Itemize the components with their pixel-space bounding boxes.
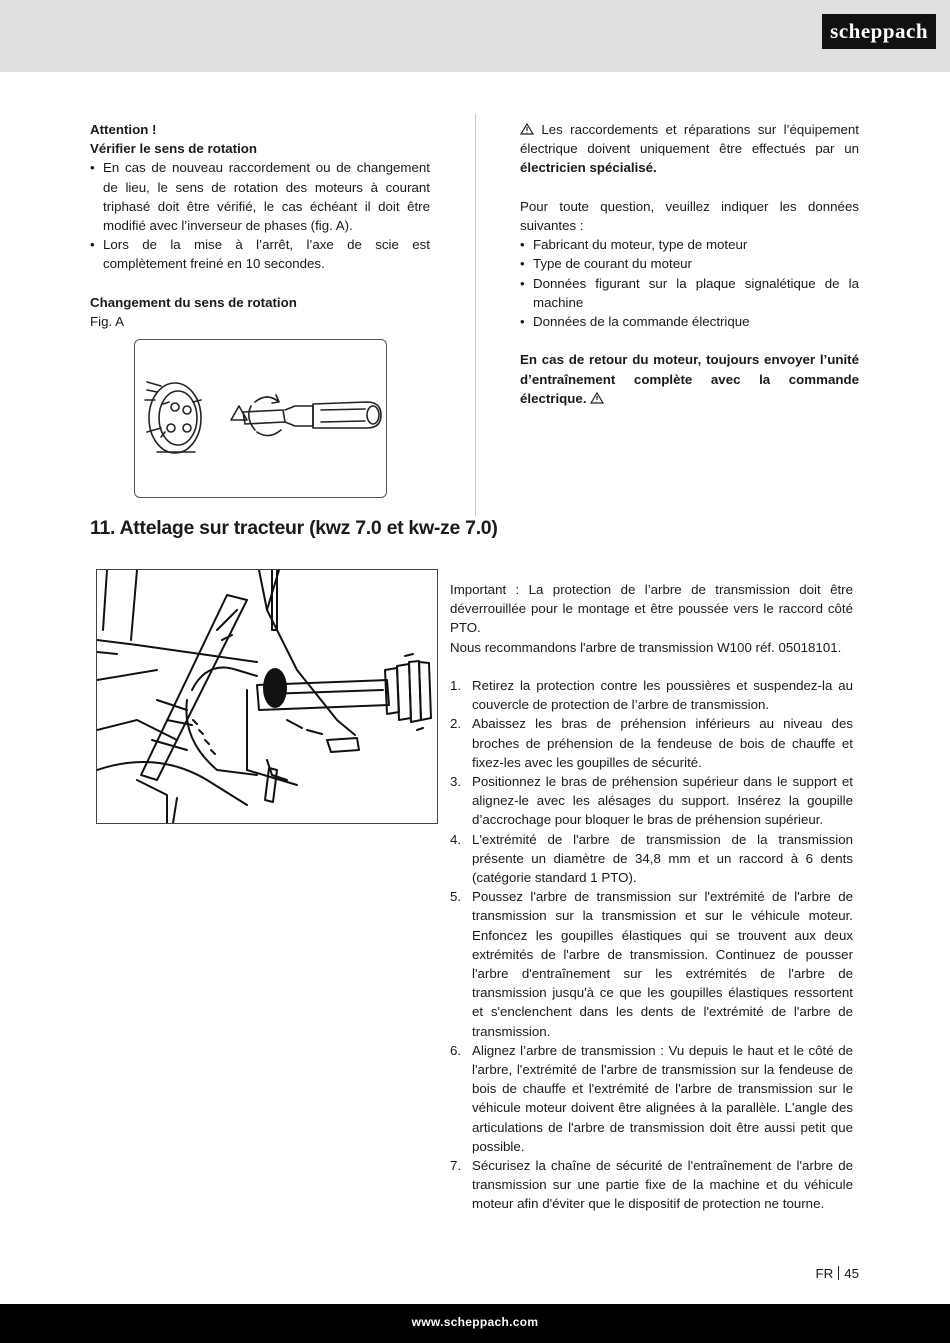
step-item: 4. L'extrémité de l'arbre de transmission de la transmission présente un diamètre de 34,8 mm et un raccord à 6 dents (catégorie standard 1 PTO). bbox=[450, 831, 853, 886]
recommendation: Nous recommandons l'arbre de transmission W100 réf. 05018101. bbox=[450, 639, 842, 655]
figure-a-phase-inverter bbox=[134, 339, 387, 498]
language-code: FR bbox=[815, 1266, 834, 1281]
bullet-item: • Lors de la mise à l’arrêt, l’axe de scie est complètement freiné en 10 secondes. bbox=[90, 235, 430, 273]
screwdriver-illustration bbox=[135, 340, 386, 497]
required-data-list bbox=[520, 235, 859, 331]
left-column bbox=[90, 120, 430, 331]
step-item: 1. Retirez la protection contre les poussières et suspendez-la au couvercle de protection de l’arbre de transmission. bbox=[450, 678, 853, 713]
return-note: En cas de retour du moteur, toujours envoyer l’unité d’entraînement complète avec la commande électrique. bbox=[520, 352, 859, 406]
question-intro: Pour toute question, veuillez indiquer les données suivantes : bbox=[520, 198, 859, 233]
header-band bbox=[0, 0, 950, 72]
step-item: 3. Positionnez le bras de préhension supérieur dans le support et alignez-le avec les alésages du support. Insérez la goupille d’accrochage pour bloquer le bras de préhension supérieur. bbox=[450, 774, 853, 828]
electrical-warning bbox=[520, 120, 859, 178]
list-item: • Type de courant du moteur bbox=[520, 254, 859, 273]
bullet-item: • En cas de nouveau raccordement ou de changement de lieu, le sens de rotation des moteurs à courant triphasé doit être vérifié, le cas échéant il doit être modifié avec l’inverseur de phases (fig. A). bbox=[90, 158, 430, 235]
list-item: • Fabricant du moteur, type de moteur bbox=[520, 235, 859, 254]
column-divider bbox=[475, 114, 476, 516]
change-rotation-title: Changement du sens de rotation bbox=[90, 294, 297, 310]
fig-a-label: Fig. A bbox=[90, 314, 124, 330]
check-rotation-title: Vérifier le sens de rotation bbox=[90, 141, 258, 157]
footer-bar bbox=[0, 1304, 950, 1343]
important-note: Important : La protection de l’arbre de transmission doit être déverrouillée pour le montage et être poussée vers le raccord côté PTO. bbox=[450, 582, 853, 636]
list-item: • Données de la commande électrique bbox=[520, 312, 859, 331]
step-item: 2. Abaissez les bras de préhension inférieurs au niveau des broches de préhension de la fendeuse de bois de chauffe et fixez-les avec les goupilles de sécurité. bbox=[450, 716, 853, 770]
electrician-emphasis: électricien spécialisé. bbox=[520, 160, 657, 176]
figure-tractor-hitch bbox=[96, 569, 438, 824]
list-item: • Données figurant sur la plaque signalétique de la machine bbox=[520, 274, 859, 312]
rotation-bullets bbox=[90, 158, 430, 273]
attention-title: Attention ! bbox=[90, 122, 157, 137]
steps-list bbox=[450, 676, 853, 1214]
warning-text: Les raccordements et réparations sur l’équipement électrique doivent uniquement être effectués par un bbox=[520, 122, 859, 157]
step-item: 6. Alignez l’arbre de transmission : Vu depuis le haut et le côté de l'arbre, l'extrémité de l'arbre de transmission sur la fendeuse de bois de chauffe et l'extrémité de l'arbre de transmission sur le véhicule moteur doivent être alignées à la parallèle. L'angle des articulations de l'arbre de transmission doit être aussi petit que possible. bbox=[450, 1042, 853, 1154]
page-value: 45 bbox=[844, 1266, 859, 1281]
page-number bbox=[815, 1266, 859, 1281]
hitch-instructions bbox=[450, 580, 853, 1214]
right-column bbox=[520, 120, 859, 408]
brand-logo: scheppach bbox=[822, 14, 936, 49]
website-link[interactable]: www.scheppach.com bbox=[411, 1315, 539, 1329]
section-title: 11. Attelage sur tracteur (kwz 7.0 et kw-ze 7.0) bbox=[90, 517, 498, 539]
step-item: 7. Sécurisez la chaîne de sécurité de l'entraînement de l'arbre de transmission sur une partie fixe de la machine et du véhicule moteur afin d'éviter que le dispositif de protection ne tourne. bbox=[450, 1158, 853, 1212]
warning-triangle-icon bbox=[590, 392, 604, 404]
warning-triangle-icon bbox=[520, 123, 534, 135]
tractor-hitch-illustration bbox=[97, 570, 437, 823]
step-item: 5. Poussez l'arbre de transmission sur l'extrémité de l'arbre de transmission sur la transmission et sur le véhicule moteur. Enfoncez les goupilles élastiques qui se trouvent aux deux extrémités de l'arbre de transmission. Continuez de pousser l'arbre d'entraînement sur les extrémités de l'arbre de transmission jusqu'à ce que les goupilles élastiques ressortent et s'enclenchent dans les dents de l'extrémité de l'arbre de transmission. bbox=[450, 889, 853, 1039]
